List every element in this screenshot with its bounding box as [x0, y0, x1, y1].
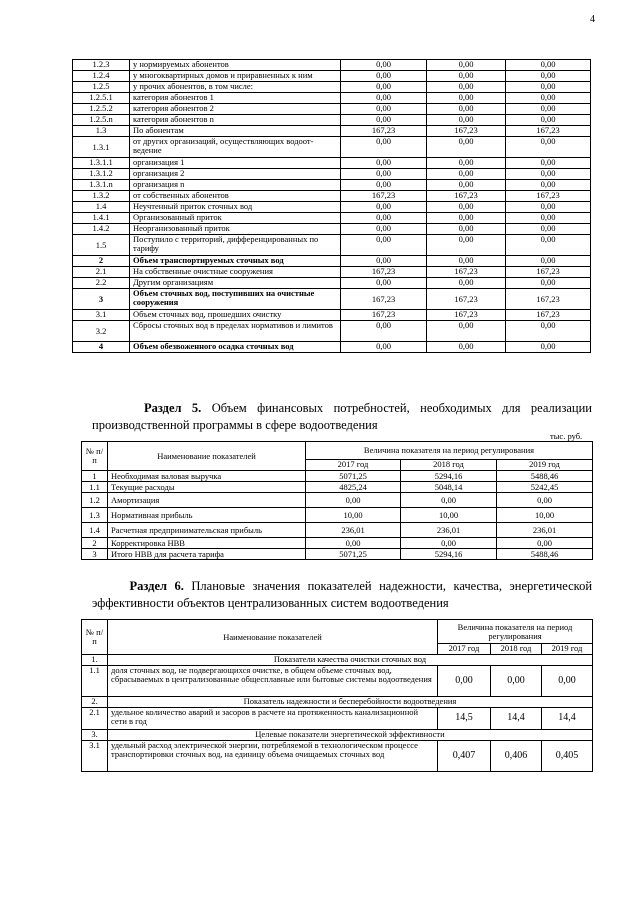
- value-2017: 0,00: [341, 71, 427, 82]
- value-2017: 14,5: [438, 708, 491, 730]
- value-2018: 0,00: [427, 158, 506, 169]
- row-number: 1.1: [82, 482, 108, 493]
- row-number: 1.2.4: [73, 71, 130, 82]
- value-2017: 5071,25: [306, 549, 401, 560]
- row-number: 3: [82, 549, 108, 560]
- financial-needs-table: [81, 441, 593, 560]
- value-2017: 0,00: [341, 169, 427, 180]
- wastewater-volume-table: [72, 59, 591, 353]
- value-2017: 0,00: [341, 60, 427, 71]
- row-number: 1.2: [82, 493, 108, 508]
- value-2018: 0,00: [401, 538, 497, 549]
- table-row: [73, 93, 591, 104]
- value-2019: 0,00: [506, 158, 591, 169]
- value-2018: 0,00: [427, 213, 506, 224]
- table-row: [73, 126, 591, 137]
- row-name: удельное количество аварий и засоров в расчете на протяженность канализационной сети в год: [108, 708, 438, 730]
- value-2017: 5071,25: [306, 471, 401, 482]
- row-number: 2.2: [73, 278, 130, 289]
- value-2019: 0,00: [506, 342, 591, 353]
- value-2017: 167,23: [341, 126, 427, 137]
- value-2018: 167,23: [427, 126, 506, 137]
- value-2018: 167,23: [427, 289, 506, 310]
- table-row: [73, 224, 591, 235]
- value-2018: 0,00: [427, 235, 506, 256]
- value-2019: 0,00: [506, 278, 591, 289]
- value-2018: 0,00: [427, 104, 506, 115]
- s6-col-num: № п/п: [82, 620, 108, 655]
- value-2018: 167,23: [427, 267, 506, 278]
- s5-year-2: 2018 год: [401, 460, 497, 471]
- value-2019: 0,00: [506, 93, 591, 104]
- table-row: [82, 508, 593, 523]
- row-name: Другим организациям: [130, 278, 341, 289]
- value-2018: 5048,14: [401, 482, 497, 493]
- table-row: [73, 235, 591, 256]
- row-number: 1.3.1.1: [73, 158, 130, 169]
- value-2018: 5294,16: [401, 471, 497, 482]
- s5-col-period: Величина показателя на период регулирования: [306, 442, 593, 460]
- s6-year-3: 2019 год: [542, 644, 593, 655]
- table-row: [73, 60, 591, 71]
- value-2019: 0,00: [506, 104, 591, 115]
- row-number: 1.4: [73, 202, 130, 213]
- table-row: [82, 523, 593, 538]
- table-row: [73, 71, 591, 82]
- value-2018: 0,00: [427, 93, 506, 104]
- group-number: 2.: [82, 697, 108, 708]
- value-2018: 167,23: [427, 191, 506, 202]
- value-2018: 0,406: [491, 741, 542, 772]
- value-2018: 0,00: [427, 60, 506, 71]
- value-2019: 167,23: [506, 289, 591, 310]
- row-number: 3: [73, 289, 130, 310]
- value-2017: 0,407: [438, 741, 491, 772]
- s5-year-1: 2017 год: [306, 460, 401, 471]
- value-2017: 167,23: [341, 289, 427, 310]
- value-2018: 0,00: [427, 321, 506, 342]
- row-name: от других организаций, осуществляющих водоот-ведение: [130, 137, 341, 158]
- value-2018: 14,4: [491, 708, 542, 730]
- row-number: 3.2: [73, 321, 130, 342]
- value-2019: 0,00: [506, 169, 591, 180]
- s5-year-3: 2019 год: [497, 460, 593, 471]
- row-name: Объем сточных вод, прошедших очистку: [130, 310, 341, 321]
- row-name: доля сточных вод, не подвергающихся очистке, в общем объеме сточных вод, сбрасываемых в централизованные общесплавные или бытовые системы водоотведения: [108, 666, 438, 697]
- value-2018: 0,00: [427, 82, 506, 93]
- value-2017: 10,00: [306, 508, 401, 523]
- table-row: [82, 471, 593, 482]
- row-number: 1.2.5.1: [73, 93, 130, 104]
- row-number: 1.3: [73, 126, 130, 137]
- value-2017: 236,01: [306, 523, 401, 538]
- row-name: категория абонентов 1: [130, 93, 341, 104]
- row-name: Поступило с территорий, дифференцированных по тарифу: [130, 235, 341, 256]
- value-2018: 0,00: [427, 342, 506, 353]
- value-2018: 10,00: [401, 508, 497, 523]
- value-2019: 0,00: [506, 224, 591, 235]
- value-2018: 0,00: [427, 202, 506, 213]
- value-2018: 0,00: [427, 115, 506, 126]
- value-2017: 0,00: [306, 493, 401, 508]
- table-row: [73, 278, 591, 289]
- s5-col-num: № п/п: [82, 442, 108, 471]
- row-number: 1.3.1.n: [73, 180, 130, 191]
- group-title: Целевые показатели энергетической эффективности: [108, 730, 593, 741]
- s6-col-period: Величина показателя на период регулирования: [438, 620, 593, 644]
- row-name: у многоквартирных домов и приравненных к ним: [130, 71, 341, 82]
- row-number: 2.1: [73, 267, 130, 278]
- row-name: Нормативная прибыль: [108, 508, 306, 523]
- group-header-row: [82, 697, 593, 708]
- row-number: 2.1: [82, 708, 108, 730]
- row-name: Сбросы сточных вод в пределах нормативов и лимитов: [130, 321, 341, 342]
- section5-title: Раздел 5. Объем финансовых потребностей, необходимых для реализации производственной программы в сфере водоотведения: [92, 401, 592, 432]
- value-2017: 0,00: [341, 115, 427, 126]
- value-2019: 167,23: [506, 310, 591, 321]
- row-name: организация n: [130, 180, 341, 191]
- row-number: 4: [73, 342, 130, 353]
- table-row: [82, 493, 593, 508]
- table-row: [73, 115, 591, 126]
- section5-unit: тыс. руб.: [550, 431, 583, 441]
- group-number: 1.: [82, 655, 108, 666]
- table-row: [82, 482, 593, 493]
- value-2018: 0,00: [427, 224, 506, 235]
- table-row: [73, 169, 591, 180]
- value-2017: 0,00: [341, 180, 427, 191]
- value-2017: 0,00: [341, 93, 427, 104]
- value-2018: 0,00: [491, 666, 542, 697]
- row-number: 1.3.1.2: [73, 169, 130, 180]
- value-2019: 236,01: [497, 523, 593, 538]
- table-row: [82, 708, 593, 730]
- row-name: категория абонентов 2: [130, 104, 341, 115]
- table-row: [82, 741, 593, 772]
- row-number: 1.4.2: [73, 224, 130, 235]
- reliability-indicators-table: [81, 619, 593, 772]
- table-row: [82, 549, 593, 560]
- value-2017: 0,00: [341, 321, 427, 342]
- table-row: [73, 158, 591, 169]
- value-2018: 0,00: [427, 169, 506, 180]
- row-name: Корректировка НВВ: [108, 538, 306, 549]
- value-2019: 167,23: [506, 191, 591, 202]
- value-2017: 0,00: [341, 213, 427, 224]
- value-2019: 0,00: [506, 137, 591, 158]
- value-2017: 0,00: [341, 82, 427, 93]
- value-2019: 0,00: [542, 666, 593, 697]
- value-2017: 167,23: [341, 310, 427, 321]
- table-row: [73, 137, 591, 158]
- row-name: Текущие расходы: [108, 482, 306, 493]
- s6-year-1: 2017 год: [438, 644, 491, 655]
- s5-col-name: Наименование показателей: [108, 442, 306, 471]
- row-name: организация 1: [130, 158, 341, 169]
- value-2019: 0,00: [506, 321, 591, 342]
- row-number: 1.1: [82, 666, 108, 697]
- value-2018: 0,00: [427, 256, 506, 267]
- row-name: По абонентам: [130, 126, 341, 137]
- table-row: [82, 538, 593, 549]
- value-2017: 0,00: [341, 202, 427, 213]
- value-2018: 0,00: [427, 71, 506, 82]
- s6-col-name: Наименование показателей: [108, 620, 438, 655]
- row-name: у нормируемых абонентов: [130, 60, 341, 71]
- s6-year-2: 2018 год: [491, 644, 542, 655]
- value-2018: 5294,16: [401, 549, 497, 560]
- table-row: [73, 213, 591, 224]
- row-number: 1.2.5.2: [73, 104, 130, 115]
- row-name: категория абонентов n: [130, 115, 341, 126]
- value-2018: 0,00: [427, 278, 506, 289]
- value-2019: 0,00: [506, 71, 591, 82]
- value-2019: 5488,46: [497, 549, 593, 560]
- value-2018: 0,00: [427, 180, 506, 191]
- value-2019: 167,23: [506, 126, 591, 137]
- table-row: [73, 82, 591, 93]
- value-2017: 0,00: [341, 224, 427, 235]
- row-number: 1.4: [82, 523, 108, 538]
- value-2018: 236,01: [401, 523, 497, 538]
- value-2017: 0,00: [341, 235, 427, 256]
- value-2019: 0,00: [506, 213, 591, 224]
- table-row: [73, 191, 591, 202]
- value-2018: 0,00: [401, 493, 497, 508]
- value-2019: 5488,46: [497, 471, 593, 482]
- value-2019: 0,00: [506, 115, 591, 126]
- group-title: Показатели качества очистки сточных вод: [108, 655, 593, 666]
- row-number: 1.3.2: [73, 191, 130, 202]
- table-row: [73, 256, 591, 267]
- row-number: 1.5: [73, 235, 130, 256]
- row-name: На собственные очистные сооружения: [130, 267, 341, 278]
- table-row: [73, 267, 591, 278]
- value-2019: 0,00: [506, 60, 591, 71]
- value-2019: 0,00: [506, 82, 591, 93]
- table-row: [73, 310, 591, 321]
- row-name: Неучтенный приток сточных вод: [130, 202, 341, 213]
- row-number: 3.1: [82, 741, 108, 772]
- row-name: Неорганизованный приток: [130, 224, 341, 235]
- row-number: 2: [82, 538, 108, 549]
- section6-title: Раздел 6. Плановые значения показателей надежности, качества, энергетической эффективности объектов централизованных систем водоотведения: [92, 579, 593, 610]
- value-2017: 167,23: [341, 191, 427, 202]
- row-name: Расчетная предпринимательская прибыль: [108, 523, 306, 538]
- row-name: удельный расход электрической энергии, потребляемой в технологическом процессе транспортировки сточных вод, на единицу объема очищаемых сточных вод: [108, 741, 438, 772]
- value-2018: 167,23: [427, 310, 506, 321]
- table-row: [73, 321, 591, 342]
- row-name: организация 2: [130, 169, 341, 180]
- value-2017: 4825,24: [306, 482, 401, 493]
- value-2017: 0,00: [341, 158, 427, 169]
- row-name: Организованный приток: [130, 213, 341, 224]
- value-2017: 0,00: [341, 104, 427, 115]
- page-number: 4: [590, 14, 595, 25]
- row-number: 1.4.1: [73, 213, 130, 224]
- value-2017: 0,00: [341, 342, 427, 353]
- row-number: 3.1: [73, 310, 130, 321]
- table-row: [73, 202, 591, 213]
- value-2019: 0,405: [542, 741, 593, 772]
- value-2018: 0,00: [427, 137, 506, 158]
- value-2017: 0,00: [438, 666, 491, 697]
- value-2019: 0,00: [497, 493, 593, 508]
- value-2017: 0,00: [341, 137, 427, 158]
- group-header-row: [82, 655, 593, 666]
- table-row: [73, 180, 591, 191]
- value-2019: 10,00: [497, 508, 593, 523]
- row-name: Итого НВВ для расчета тарифа: [108, 549, 306, 560]
- row-name: Объем обезвоженного осадка сточных вод: [130, 342, 341, 353]
- value-2017: 0,00: [306, 538, 401, 549]
- value-2017: 0,00: [341, 278, 427, 289]
- group-title: Показатель надежности и бесперебойности водоотведения: [108, 697, 593, 708]
- row-number: 1.3: [82, 508, 108, 523]
- row-number: 2: [73, 256, 130, 267]
- value-2019: 0,00: [497, 538, 593, 549]
- value-2019: 14,4: [542, 708, 593, 730]
- row-number: 1: [82, 471, 108, 482]
- row-name: Необходимая валовая выручка: [108, 471, 306, 482]
- value-2019: 0,00: [506, 180, 591, 191]
- row-number: 1.2.5.n: [73, 115, 130, 126]
- value-2019: 167,23: [506, 267, 591, 278]
- row-name: Объем сточных вод, поступивших на очистные сооружения: [130, 289, 341, 310]
- row-name: у прочих абонентов, в том числе:: [130, 82, 341, 93]
- value-2019: 0,00: [506, 235, 591, 256]
- value-2017: 0,00: [341, 256, 427, 267]
- row-name: Амортизация: [108, 493, 306, 508]
- row-number: 1.3.1: [73, 137, 130, 158]
- table-row: [73, 104, 591, 115]
- group-header-row: [82, 730, 593, 741]
- row-number: 1.2.5: [73, 82, 130, 93]
- value-2019: 5242,45: [497, 482, 593, 493]
- value-2019: 0,00: [506, 202, 591, 213]
- table-row: [73, 289, 591, 310]
- group-number: 3.: [82, 730, 108, 741]
- row-name: Объем транспортируемых сточных вод: [130, 256, 341, 267]
- table-row: [73, 342, 591, 353]
- table-row: [82, 666, 593, 697]
- value-2017: 167,23: [341, 267, 427, 278]
- value-2019: 0,00: [506, 256, 591, 267]
- row-number: 1.2.3: [73, 60, 130, 71]
- row-name: от собственных абонентов: [130, 191, 341, 202]
